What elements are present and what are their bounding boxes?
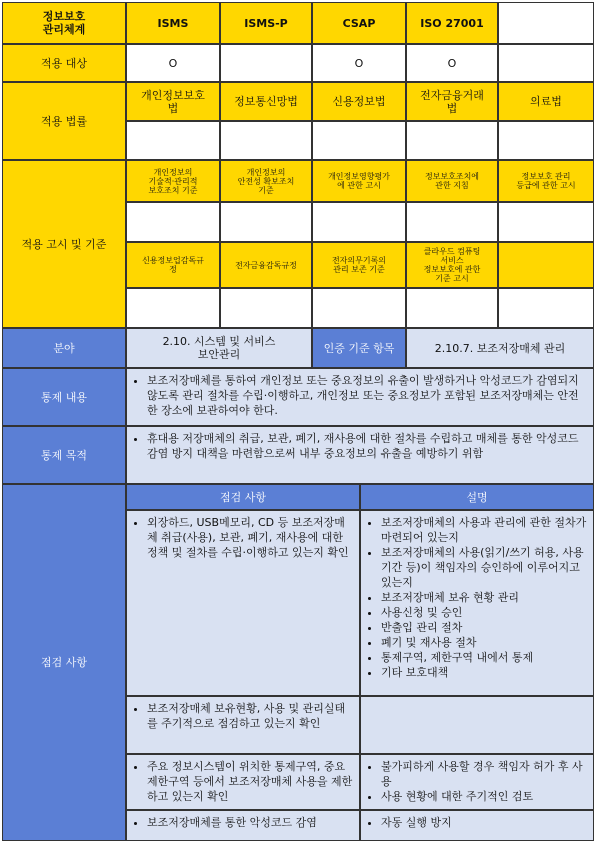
desc-item: • 보조저장매체의 사용(읽기/쓰기 허용, 사용기간 등)이 책임자의 승인하에 이루어지고 있는지	[381, 545, 587, 590]
desc-cell	[360, 510, 594, 696]
notice-blank	[406, 288, 498, 328]
notice-blank	[406, 202, 498, 242]
control-content-text: • 보조저장매체를 통하여 개인정보 또는 중요정보의 유출이 발생하거나 악성코드가 감염되지 않도록 관리 절차를 수립·이행하고, 개인정보 또는 중요정보가 포함된 보조저장매체는 안전한 장소에 보관하여야 한다.	[147, 373, 587, 418]
target-mark: O	[126, 44, 220, 82]
control-content-cell	[126, 368, 594, 426]
desc-list	[367, 815, 452, 830]
control-content-label: 통제 내용	[2, 368, 126, 426]
desc-cell	[360, 696, 594, 754]
desc-cell	[360, 810, 594, 841]
check-item: • 보조저장매체 보유현황, 사용 및 관리실태를 주기적으로 점검하고 있는지 확인	[147, 701, 353, 731]
notice-name: 개인정보영향평가 에 관한 고시	[312, 160, 406, 202]
notice-blank	[312, 288, 406, 328]
control-purpose-label: 통제 목적	[2, 426, 126, 484]
law-name: 정보통신망법	[220, 82, 312, 121]
desc-item: • 자동 실행 방지	[381, 815, 452, 830]
law-blank	[498, 121, 594, 160]
law-blank	[220, 121, 312, 160]
notice-name: 개인정보의 기술적·관리적 보호조치 기준	[126, 160, 220, 202]
check-cell	[126, 754, 360, 810]
law-blank	[312, 121, 406, 160]
check-cell	[126, 510, 360, 696]
desc-item: • 보조저장매체의 사용과 관리에 관한 절차가 마련되어 있는지	[381, 515, 587, 545]
control-content-list	[133, 373, 587, 418]
check-item: • 보조저장매체를 통한 악성코드 감염	[147, 815, 317, 830]
law-name: 개인정보보호 법	[126, 82, 220, 121]
law-blank	[406, 121, 498, 160]
target-mark	[498, 44, 594, 82]
notice-blank	[498, 202, 594, 242]
check-item: • 외장하드, USB메모리, CD 등 보조저장매체 취급(사용), 보관, 폐기, 재사용에 대한 정책 및 절차를 수립·이행하고 있는지 확인	[147, 515, 353, 560]
col-isms: ISMS	[126, 2, 220, 44]
desc-item: • 사용신청 및 승인	[381, 605, 587, 620]
col-isms-p: ISMS-P	[220, 2, 312, 44]
notice-name	[498, 242, 594, 288]
control-purpose-text: • 휴대용 저장매체의 취급, 보관, 폐기, 재사용에 대한 절차를 수립하고 매체를 통한 악성코드 감염 방지 대책을 마련함으로써 내부 중요정보의 유출을 예방하기 위함	[147, 431, 587, 461]
checks-col-desc: 설명	[360, 484, 594, 510]
law-name: 의료법	[498, 82, 594, 121]
checks-label: 점검 사항	[2, 484, 126, 841]
target-mark: O	[312, 44, 406, 82]
notice-blank	[220, 288, 312, 328]
col-empty	[498, 2, 594, 44]
desc-item: • 불가피하게 사용할 경우 책임자 허가 후 사용	[381, 759, 587, 789]
notice-name: 전자금융감독규정	[220, 242, 312, 288]
notice-blank	[220, 202, 312, 242]
desc-item: • 반출입 관리 절차	[381, 620, 587, 635]
law-blank	[126, 121, 220, 160]
desc-item: • 폐기 및 재사용 절차	[381, 635, 587, 650]
col-iso27001: ISO 27001	[406, 2, 498, 44]
check-cell	[126, 696, 360, 754]
mgmt-system-label: 정보보호 관리체계	[2, 2, 126, 44]
notice-blank	[498, 288, 594, 328]
desc-item: • 보조저장매체 보유 현황 관리	[381, 590, 587, 605]
law-label: 적용 법률	[2, 82, 126, 160]
notice-blank	[312, 202, 406, 242]
desc-item: • 사용 현황에 대한 주기적인 검토	[381, 789, 587, 804]
check-list	[133, 815, 317, 830]
notice-blank	[126, 288, 220, 328]
field-label: 분야	[2, 328, 126, 368]
control-purpose-list	[133, 431, 587, 461]
field-value: 2.10. 시스템 및 서비스 보안관리	[126, 328, 312, 368]
target-mark: O	[406, 44, 498, 82]
notice-name: 클라우드 컴퓨팅 서비스 정보보호에 관한 기준 고시	[406, 242, 498, 288]
target-label: 적용 대상	[2, 44, 126, 82]
notice-name: 개인정보의 안전성 확보조치 기준	[220, 160, 312, 202]
control-purpose-cell	[126, 426, 594, 484]
check-list	[133, 701, 353, 731]
notice-blank	[126, 202, 220, 242]
desc-cell	[360, 754, 594, 810]
law-name: 전자금융거래 법	[406, 82, 498, 121]
target-mark	[220, 44, 312, 82]
check-cell	[126, 810, 360, 841]
criteria-value: 2.10.7. 보조저장매체 관리	[406, 328, 594, 368]
notice-name: 신용정보업감독규 정	[126, 242, 220, 288]
check-list	[133, 515, 353, 560]
col-csap: CSAP	[312, 2, 406, 44]
checks-col-check: 점검 사항	[126, 484, 360, 510]
check-item: • 주요 정보시스템이 위치한 통제구역, 중요 제한구역 등에서 보조저장매체 사용을 제한하고 있는지 확인	[147, 759, 353, 804]
law-name: 신용정보법	[312, 82, 406, 121]
desc-item: • 기타 보호대책	[381, 665, 587, 680]
notice-name: 정보보호 관리 등급에 관한 고시	[498, 160, 594, 202]
desc-list	[367, 759, 587, 804]
check-list	[133, 759, 353, 804]
desc-item: • 통제구역, 제한구역 내에서 통제	[381, 650, 587, 665]
desc-list	[367, 515, 587, 680]
notice-name: 전자의무기록의 관리 보존 기준	[312, 242, 406, 288]
notice-name: 정보보호조치에 관한 지침	[406, 160, 498, 202]
criteria-label: 인증 기준 항목	[312, 328, 406, 368]
notice-label: 적용 고시 및 기준	[2, 160, 126, 328]
